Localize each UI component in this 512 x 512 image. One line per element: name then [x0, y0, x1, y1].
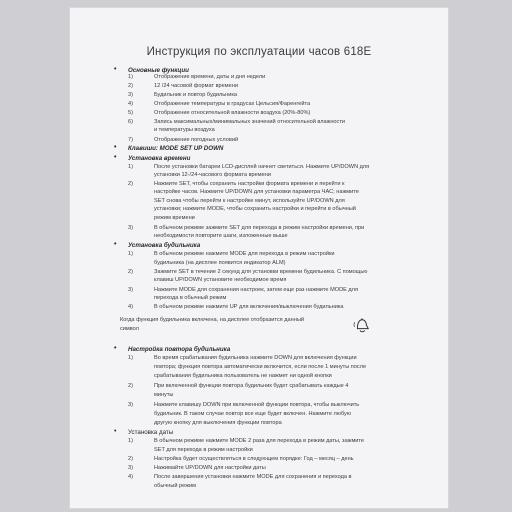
list-item: SET снова чтобы перейти к настройке минут, используйте UP/DOWN для [154, 198, 345, 204]
list-item: минуты [154, 392, 174, 398]
list-item: необходимости повторите шаги, изложенные выше [154, 233, 288, 239]
list-item: и температуры воздуха [154, 127, 215, 133]
list-item: настройке часов. Нажмите UP/DOWN для установки параметра ЧАС; нажмите [154, 189, 359, 195]
list-item: будильник. В таком случае повтор все еще будет включен. Нажмите любую [154, 411, 352, 417]
list-item: 5) Отображение относительной влажности воздуха (20%-80%) [128, 110, 311, 116]
document-page [70, 8, 448, 508]
list-item: 2) 12 /24 часовой формат времени [128, 83, 238, 89]
list-item: 1) Отображение времени, даты и дня недели [128, 74, 266, 80]
list-item: 2) При включенной функции повтора будильник будет срабатывать каждые 4 [128, 383, 349, 389]
list-item: 6) Запись максимальных/минимальных значений относительной влажности [128, 119, 346, 125]
section-heading-time: • Установка времени [128, 155, 190, 162]
list-item: 2) Зажмите SET в течение 2 секунд для установки времени будильника. С помощью [128, 269, 368, 275]
list-item: 3) Нажмите клавишу DOWN при включенной функции повтора, чтобы выключить [128, 402, 360, 408]
list-item: обычный режим [154, 483, 196, 489]
section-heading-snooze: • Настройка повтора будильника [128, 346, 230, 353]
list-item: 1) В обычном режиме нажмите MODE для перехода в режим настройки [128, 251, 335, 257]
list-item: другую кнопку для выключения функции повтора [154, 420, 282, 426]
list-item: 3) Нажимайте UP/DOWN для настройки даты [128, 465, 266, 471]
note-text: символ [120, 326, 139, 332]
list-item: перехода в обычный режим [154, 295, 227, 301]
section-heading-alarm: • Установка будильника [128, 242, 200, 249]
section-heading-date: • Установка даты [128, 429, 173, 436]
note-text: Когда функция будильника включена, на дисплее отобразится данный [120, 317, 304, 323]
list-item: 4) В обычном режиме нажмите UP для включения/выключения будильника [128, 304, 344, 310]
buttons-line: • Клавиши: MODE SET UP DOWN [128, 145, 223, 152]
bell-icon [352, 316, 370, 334]
section-heading-basic: • Основные функции [128, 67, 189, 74]
list-item: повтора; функция повтора автоматически включится, если после 1 минуты после [154, 364, 367, 370]
list-item: будильника (на дисплее появится индикатор ALM) [154, 260, 286, 266]
list-item: установки; нажмите MODE, чтобы сохранить настройки и перейти в обычный [154, 206, 356, 212]
page-title: Инструкция по эксплуатации часов 618E [146, 46, 372, 58]
list-item: клавиш UP/DOWN установите необходимое время [154, 277, 287, 283]
list-item: 1) В обычном режиме нажмите MODE 2 раза для перехода в режим даты, зажмите [128, 438, 365, 444]
list-item: 3) Будильник и повтор будильника [128, 92, 238, 98]
list-item: 3) Нажмите MODE для сохранения настроек, затем еще раз нажмите MODE для [128, 287, 358, 293]
list-item: 2) Настройка будет осуществляться в следующем порядке: Год – месяц – день [128, 456, 354, 462]
list-item: установки 12-/24-часового формата времени [154, 172, 271, 178]
list-item: SET для перехода в режим настройки [154, 447, 253, 453]
list-item: срабатывания будильника пользователь не нажмет ни одной кнопки [154, 373, 332, 379]
list-item: 1) Во время срабатывания будильника нажмите DOWN для включения функции [128, 355, 357, 361]
list-item: 4) Отображение температуры в градусах Цельсия/Фаренгейта [128, 101, 311, 107]
list-item: 7) Отображение погодных условий [128, 137, 239, 143]
list-item: 1) После установки батареи LCD-дисплей начнет светиться. Нажмите UP/DOWN для [128, 164, 370, 170]
list-item: 3) В обычном режиме зажмите SET для перехода в режим настройки времени, при [128, 225, 365, 231]
list-item: 2) Нажмите SET, чтобы сохранить настройки формата времени и перейти к [128, 181, 345, 187]
list-item: режим времени [154, 215, 195, 221]
list-item: 4) После завершения установки нажмите MODE для сохранения и перехода в [128, 474, 352, 480]
